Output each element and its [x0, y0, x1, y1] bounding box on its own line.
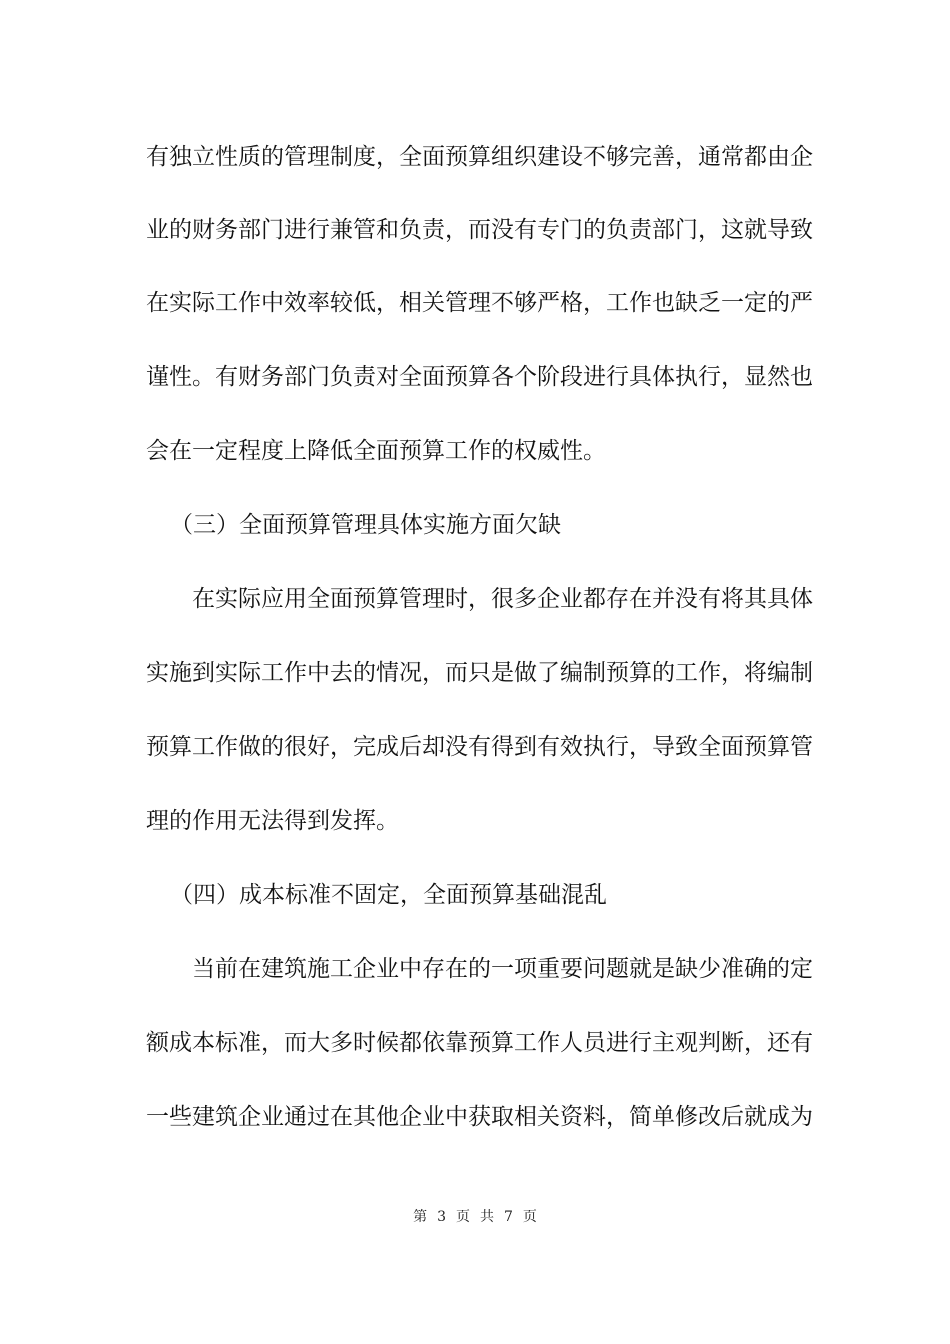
- paragraph-line: 在实际工作中效率较低，相关管理不够严格，工作也缺乏一定的严: [146, 290, 813, 316]
- paragraph-line: 在实际应用全面预算管理时，很多企业都存在并没有将其具体: [192, 586, 813, 612]
- paragraph-line: 业的财务部门进行兼管和负责，而没有专门的负责部门，这就导致: [146, 217, 813, 243]
- paragraph-line: 预算工作做的很好，完成后却没有得到有效执行，导致全面预算管: [146, 734, 813, 760]
- paragraph-line: 谨性。有财务部门负责对全面预算各个阶段进行具体执行，显然也: [146, 364, 813, 390]
- section-heading-4: （四）成本标准不固定，全面预算基础混乱: [170, 882, 607, 908]
- page-total: 7: [504, 1209, 513, 1225]
- section-heading-3: （三）全面预算管理具体实施方面欠缺: [170, 512, 561, 538]
- page-label-pre: 第: [413, 1209, 428, 1225]
- page-label-mid2: 共: [480, 1209, 494, 1225]
- page-label-mid1: 页: [456, 1209, 470, 1225]
- page-footer: [0, 1207, 950, 1227]
- paragraph-line: 理的作用无法得到发挥。: [146, 808, 399, 834]
- paragraph-line: 会在一定程度上降低全面预算工作的权威性。: [146, 438, 606, 464]
- paragraph-line: 一些建筑企业通过在其他企业中获取相关资料，简单修改后就成为: [146, 1104, 813, 1130]
- paragraph-line: 额成本标准，而大多时候都依靠预算工作人员进行主观判断，还有: [146, 1030, 813, 1056]
- paragraph-line: 当前在建筑施工企业中存在的一项重要问题就是缺少准确的定: [192, 956, 813, 982]
- paragraph-line: 实施到实际工作中去的情况，而只是做了编制预算的工作，将编制: [146, 660, 813, 686]
- paragraph-line: 有独立性质的管理制度，全面预算组织建设不够完善，通常都由企: [146, 144, 813, 170]
- page-label-post: 页: [522, 1209, 537, 1225]
- page-current: 3: [437, 1209, 446, 1225]
